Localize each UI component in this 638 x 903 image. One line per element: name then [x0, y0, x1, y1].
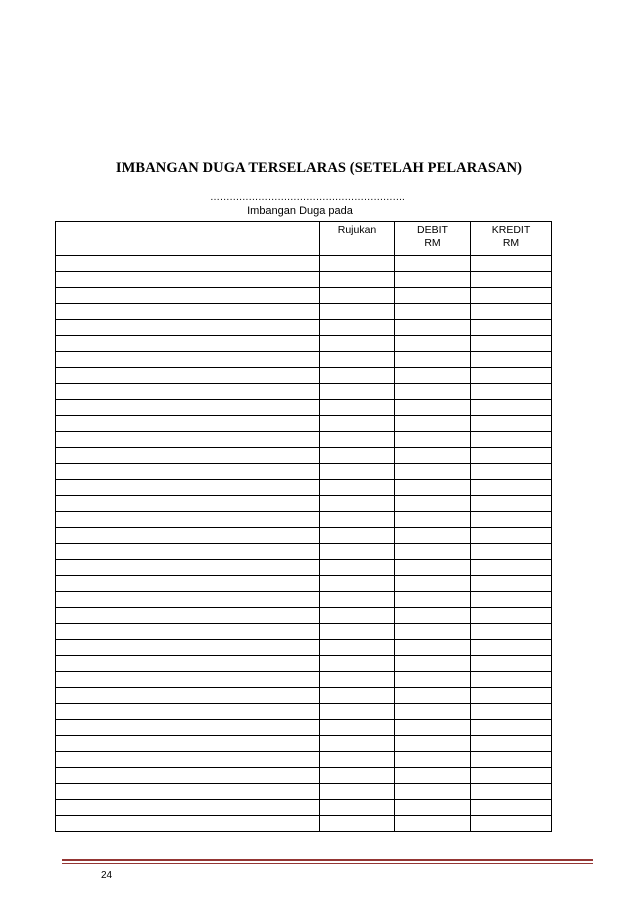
cell-kredit — [471, 272, 552, 288]
cell-account — [56, 672, 320, 688]
cell-rujukan — [320, 448, 395, 464]
cell-rujukan — [320, 816, 395, 832]
cell-rujukan — [320, 784, 395, 800]
cell-debit — [395, 688, 471, 704]
cell-debit — [395, 752, 471, 768]
header-account — [56, 222, 320, 256]
cell-kredit — [471, 368, 552, 384]
table-row — [56, 640, 552, 656]
cell-kredit — [471, 560, 552, 576]
cell-debit — [395, 336, 471, 352]
cell-rujukan — [320, 352, 395, 368]
table-row — [56, 816, 552, 832]
table-row — [56, 800, 552, 816]
table-subtitle: Imbangan Duga pada — [247, 205, 353, 217]
cell-kredit — [471, 336, 552, 352]
table-row — [56, 736, 552, 752]
cell-account — [56, 720, 320, 736]
cell-debit — [395, 368, 471, 384]
footer-rule — [62, 859, 593, 861]
cell-kredit — [471, 672, 552, 688]
cell-rujukan — [320, 640, 395, 656]
table-row — [56, 576, 552, 592]
header-kredit — [471, 222, 552, 256]
cell-debit — [395, 672, 471, 688]
cell-account — [56, 336, 320, 352]
table-row — [56, 528, 552, 544]
cell-debit — [395, 400, 471, 416]
cell-account — [56, 592, 320, 608]
table-row — [56, 624, 552, 640]
table-row — [56, 496, 552, 512]
cell-kredit — [471, 800, 552, 816]
cell-debit — [395, 576, 471, 592]
table-row — [56, 336, 552, 352]
page-title: IMBANGAN DUGA TERSELARAS (SETELAH PELARASAN) — [115, 160, 523, 176]
table-row — [56, 256, 552, 272]
cell-rujukan — [320, 304, 395, 320]
cell-debit — [395, 480, 471, 496]
header-rujukan-label: Rujukan — [337, 224, 377, 236]
cell-rujukan — [320, 384, 395, 400]
cell-account — [56, 816, 320, 832]
table-row — [56, 288, 552, 304]
table-header-row — [56, 222, 552, 256]
cell-account — [56, 768, 320, 784]
page-number: 24 — [101, 870, 113, 881]
cell-kredit — [471, 688, 552, 704]
cell-kredit — [471, 416, 552, 432]
cell-debit — [395, 640, 471, 656]
header-debit — [395, 222, 471, 256]
cell-debit — [395, 784, 471, 800]
header-kredit-label: KREDIT — [491, 224, 531, 236]
cell-debit — [395, 704, 471, 720]
cell-debit — [395, 736, 471, 752]
cell-kredit — [471, 304, 552, 320]
cell-kredit — [471, 480, 552, 496]
header-debit-label: DEBIT — [417, 224, 448, 236]
table-row — [56, 544, 552, 560]
table-row — [56, 352, 552, 368]
cell-account — [56, 304, 320, 320]
table-row — [56, 448, 552, 464]
cell-rujukan — [320, 720, 395, 736]
cell-account — [56, 656, 320, 672]
cell-rujukan — [320, 576, 395, 592]
cell-rujukan — [320, 800, 395, 816]
cell-kredit — [471, 608, 552, 624]
cell-rujukan — [320, 368, 395, 384]
cell-rujukan — [320, 736, 395, 752]
table-row — [56, 368, 552, 384]
cell-account — [56, 640, 320, 656]
cell-rujukan — [320, 656, 395, 672]
cell-account — [56, 784, 320, 800]
cell-rujukan — [320, 592, 395, 608]
cell-account — [56, 480, 320, 496]
cell-rujukan — [320, 544, 395, 560]
cell-debit — [395, 288, 471, 304]
cell-kredit — [471, 720, 552, 736]
table-row — [56, 752, 552, 768]
cell-rujukan — [320, 560, 395, 576]
cell-account — [56, 576, 320, 592]
cell-debit — [395, 304, 471, 320]
cell-account — [56, 560, 320, 576]
cell-rujukan — [320, 512, 395, 528]
cell-debit — [395, 608, 471, 624]
cell-debit — [395, 416, 471, 432]
cell-debit — [395, 592, 471, 608]
cell-kredit — [471, 640, 552, 656]
cell-debit — [395, 720, 471, 736]
cell-debit — [395, 352, 471, 368]
cell-rujukan — [320, 272, 395, 288]
footer-rule-thin — [62, 863, 593, 864]
cell-account — [56, 464, 320, 480]
cell-account — [56, 416, 320, 432]
cell-kredit — [471, 256, 552, 272]
table-row — [56, 784, 552, 800]
cell-account — [56, 624, 320, 640]
cell-rujukan — [320, 608, 395, 624]
cell-account — [56, 544, 320, 560]
cell-rujukan — [320, 688, 395, 704]
cell-rujukan — [320, 752, 395, 768]
cell-rujukan — [320, 624, 395, 640]
cell-kredit — [471, 816, 552, 832]
cell-kredit — [471, 288, 552, 304]
cell-rujukan — [320, 704, 395, 720]
cell-debit — [395, 320, 471, 336]
cell-account — [56, 352, 320, 368]
cell-kredit — [471, 752, 552, 768]
cell-kredit — [471, 624, 552, 640]
trial-balance-table — [55, 221, 552, 832]
cell-account — [56, 608, 320, 624]
table-row — [56, 304, 552, 320]
cell-debit — [395, 464, 471, 480]
table-row — [56, 384, 552, 400]
cell-kredit — [471, 576, 552, 592]
cell-debit — [395, 544, 471, 560]
cell-rujukan — [320, 672, 395, 688]
table-row — [56, 432, 552, 448]
cell-kredit — [471, 512, 552, 528]
cell-account — [56, 448, 320, 464]
table-row — [56, 608, 552, 624]
cell-account — [56, 400, 320, 416]
cell-debit — [395, 496, 471, 512]
table-row — [56, 592, 552, 608]
cell-account — [56, 528, 320, 544]
cell-account — [56, 512, 320, 528]
cell-kredit — [471, 400, 552, 416]
table-row — [56, 768, 552, 784]
cell-kredit — [471, 768, 552, 784]
cell-account — [56, 736, 320, 752]
cell-rujukan — [320, 336, 395, 352]
table-row — [56, 720, 552, 736]
cell-kredit — [471, 320, 552, 336]
table-row — [56, 672, 552, 688]
cell-account — [56, 496, 320, 512]
cell-rujukan — [320, 320, 395, 336]
cell-debit — [395, 512, 471, 528]
cell-rujukan — [320, 288, 395, 304]
cell-rujukan — [320, 768, 395, 784]
cell-kredit — [471, 736, 552, 752]
header-rujukan — [320, 222, 395, 256]
cell-debit — [395, 816, 471, 832]
cell-kredit — [471, 784, 552, 800]
cell-debit — [395, 384, 471, 400]
cell-debit — [395, 624, 471, 640]
cell-debit — [395, 272, 471, 288]
cell-account — [56, 320, 320, 336]
cell-rujukan — [320, 416, 395, 432]
cell-kredit — [471, 384, 552, 400]
table-row — [56, 464, 552, 480]
cell-debit — [395, 656, 471, 672]
cell-rujukan — [320, 400, 395, 416]
table-row — [56, 400, 552, 416]
cell-kredit — [471, 432, 552, 448]
cell-rujukan — [320, 464, 395, 480]
cell-rujukan — [320, 480, 395, 496]
table-row — [56, 480, 552, 496]
cell-account — [56, 272, 320, 288]
table-row — [56, 656, 552, 672]
cell-debit — [395, 800, 471, 816]
table-row — [56, 704, 552, 720]
cell-debit — [395, 432, 471, 448]
cell-rujukan — [320, 256, 395, 272]
table-row — [56, 320, 552, 336]
cell-account — [56, 384, 320, 400]
cell-kredit — [471, 704, 552, 720]
table-row — [56, 688, 552, 704]
header-kredit-unit: RM — [502, 237, 520, 249]
cell-debit — [395, 560, 471, 576]
date-placeholder: ……………………………………………………. — [210, 192, 405, 203]
cell-kredit — [471, 656, 552, 672]
cell-rujukan — [320, 432, 395, 448]
cell-account — [56, 256, 320, 272]
cell-kredit — [471, 528, 552, 544]
cell-account — [56, 688, 320, 704]
table-row — [56, 512, 552, 528]
cell-kredit — [471, 352, 552, 368]
cell-rujukan — [320, 528, 395, 544]
cell-kredit — [471, 592, 552, 608]
cell-kredit — [471, 464, 552, 480]
cell-debit — [395, 448, 471, 464]
header-debit-unit: RM — [424, 237, 441, 249]
table-row — [56, 272, 552, 288]
table-row — [56, 560, 552, 576]
table-row — [56, 416, 552, 432]
cell-debit — [395, 256, 471, 272]
cell-kredit — [471, 448, 552, 464]
cell-kredit — [471, 544, 552, 560]
cell-debit — [395, 528, 471, 544]
cell-debit — [395, 768, 471, 784]
cell-account — [56, 288, 320, 304]
cell-account — [56, 704, 320, 720]
cell-kredit — [471, 496, 552, 512]
cell-account — [56, 752, 320, 768]
cell-rujukan — [320, 496, 395, 512]
cell-account — [56, 368, 320, 384]
cell-account — [56, 432, 320, 448]
cell-account — [56, 800, 320, 816]
